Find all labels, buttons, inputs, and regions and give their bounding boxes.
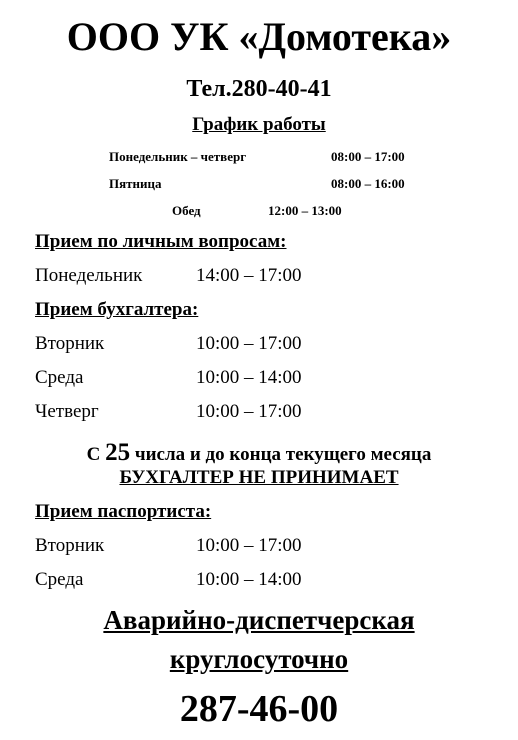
accountant-day-1: Вторник <box>35 333 105 354</box>
friday-hours: 08:00 – 16:00 <box>331 176 405 191</box>
weekdays-label: Понедельник – четверг <box>109 149 247 164</box>
accountant-day-2: Среда <box>35 367 84 388</box>
passport-day-2: Среда <box>35 569 84 590</box>
personal-day: Понедельник <box>35 265 143 286</box>
passport-heading: Прием паспортиста: <box>35 501 212 522</box>
accountant-time-2: 10:00 – 14:00 <box>196 367 302 388</box>
accountant-heading: Прием бухгалтера: <box>35 299 199 320</box>
notice-line-1 <box>0 440 518 468</box>
notice-number: 25 <box>105 439 131 466</box>
passport-time-2: 10:00 – 14:00 <box>196 569 302 590</box>
notice-line-2: БУХГАЛТЕР НЕ ПРИНИМАЕТ <box>119 467 399 488</box>
passport-time-1: 10:00 – 17:00 <box>196 535 302 556</box>
emergency-phone: 287-46-00 <box>179 688 339 730</box>
accountant-time-1: 10:00 – 17:00 <box>196 333 302 354</box>
notice-suffix: числа и до конца текущего месяца <box>134 444 432 465</box>
friday-label: Пятница <box>109 176 162 191</box>
emergency-line-2: круглосуточно <box>169 644 349 674</box>
schedule-heading: График работы <box>192 114 326 135</box>
accountant-day-3: Четверг <box>35 401 99 422</box>
personal-heading: Прием по личным вопросам: <box>35 231 287 252</box>
lunch-label: Обед <box>172 203 201 218</box>
company-title: ООО УК «Домотека» <box>66 14 452 59</box>
weekdays-hours: 08:00 – 17:00 <box>331 149 405 164</box>
company-phone: Тел.280-40-41 <box>186 76 332 102</box>
passport-day-1: Вторник <box>35 535 105 556</box>
accountant-time-3: 10:00 – 17:00 <box>196 401 302 422</box>
lunch-hours: 12:00 – 13:00 <box>268 203 342 218</box>
notice-prefix: С <box>86 444 101 465</box>
personal-time: 14:00 – 17:00 <box>196 265 302 286</box>
emergency-line-1: Аварийно-диспетчерская <box>103 605 415 635</box>
